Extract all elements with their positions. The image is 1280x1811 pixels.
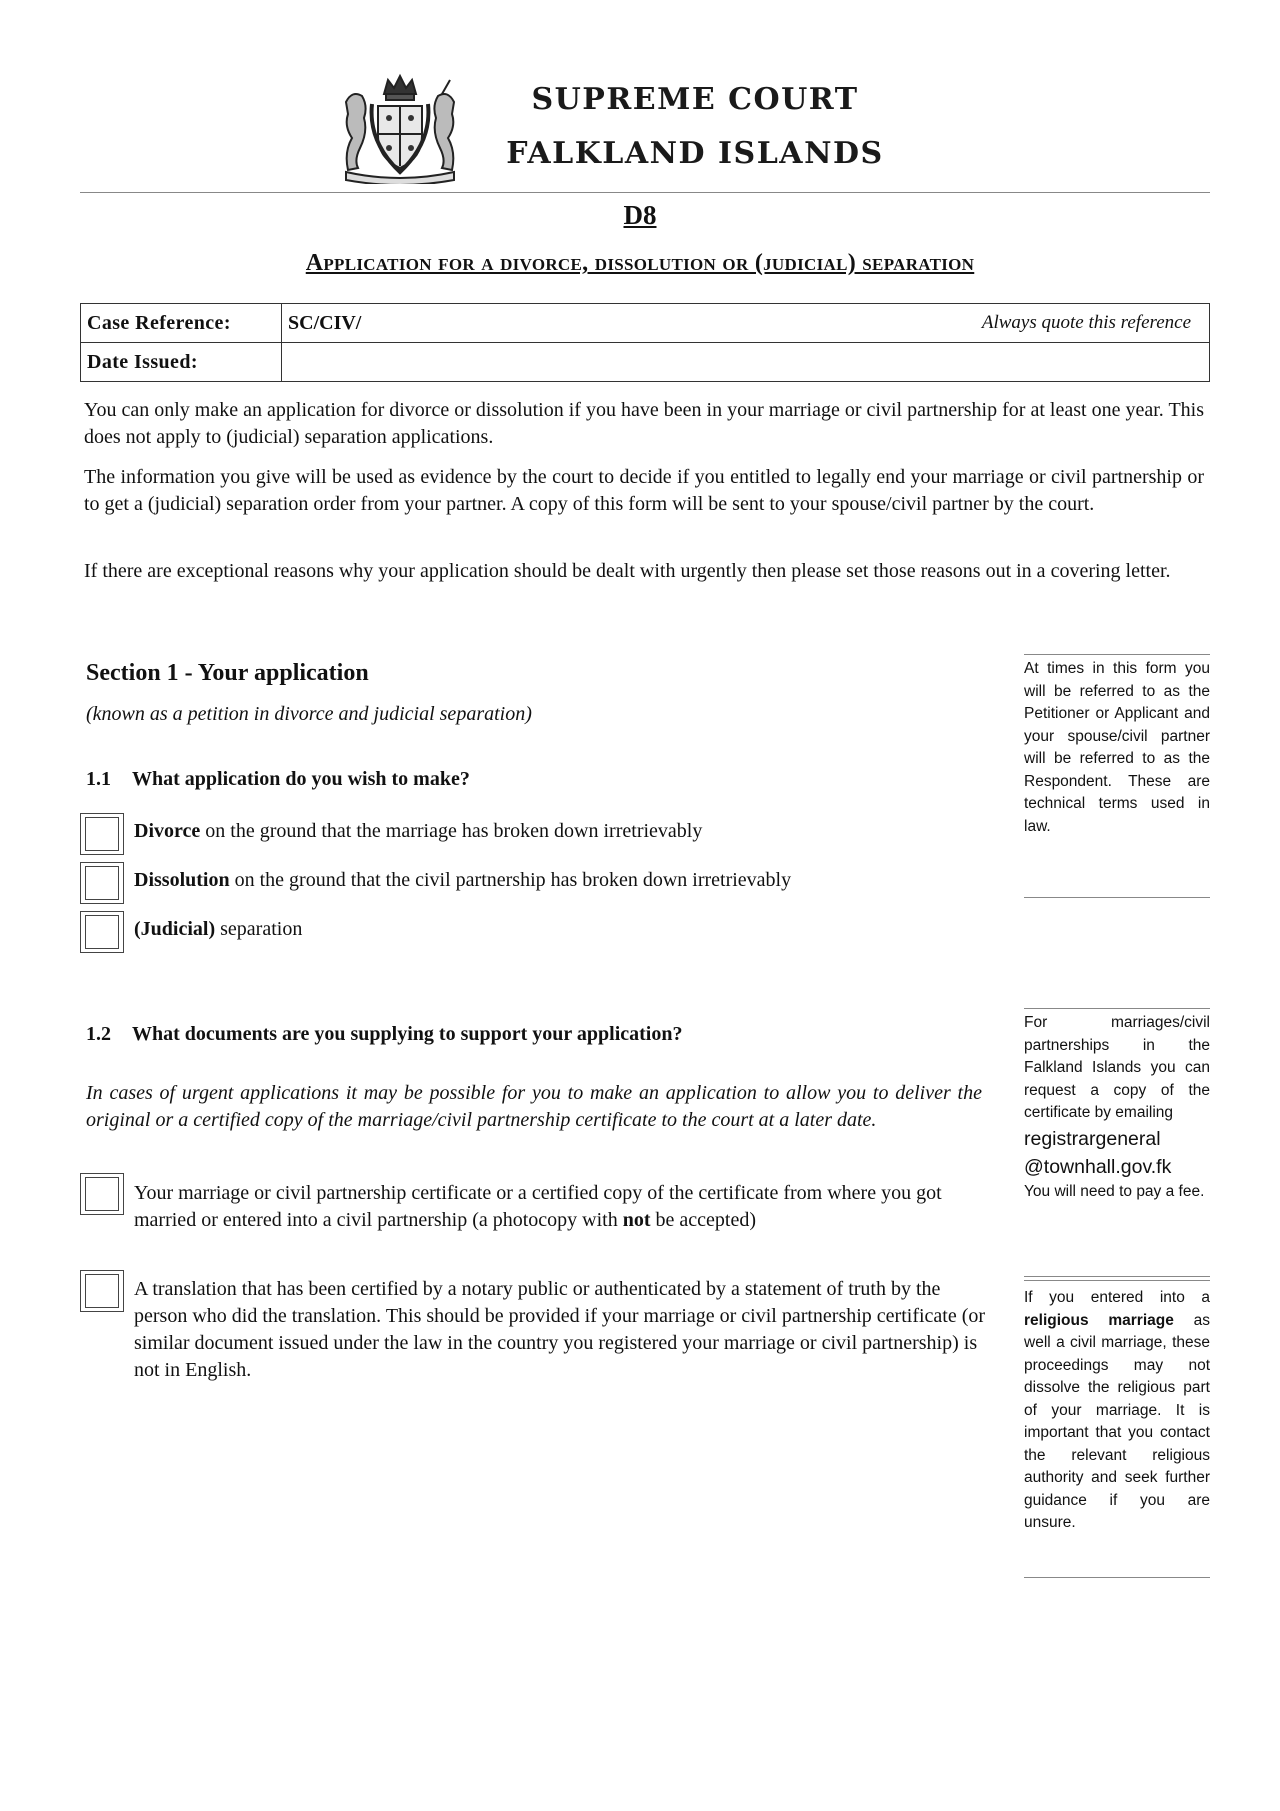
sidebar-note-bold: religious marriage <box>1024 1311 1174 1329</box>
court-name-line1: SUPREME COURT <box>531 82 859 117</box>
sidebar-note-text: For marriages/civil partnerships in the Falkland Islands you can request a copy of the certificate by emailing <box>1024 1014 1210 1121</box>
option-bold: Dissolution <box>134 869 230 891</box>
email-link-part1[interactable]: registrargeneral <box>1024 1127 1161 1150</box>
sidebar-note-religious <box>1024 1287 1210 1535</box>
divorce-checkbox[interactable] <box>80 813 124 855</box>
option-text-end: be accepted) <box>650 1209 757 1231</box>
case-reference-note: Always quote this reference <box>981 311 1191 333</box>
form-title: Application for a divorce, dissolution or (judicial) separation <box>305 250 975 276</box>
judicial-separation-option-label <box>134 916 302 943</box>
sidebar-divider <box>1024 1008 1210 1009</box>
case-reference-label: Case Reference: <box>81 304 282 343</box>
sidebar-divider <box>1024 1577 1210 1578</box>
sidebar-divider <box>1024 1276 1210 1281</box>
court-name-line2: FALKLAND ISLANDS <box>506 136 884 171</box>
email-link-part2[interactable]: @townhall.gov.fk <box>1024 1155 1172 1178</box>
sidebar-note-fee: You will need to pay a fee. <box>1024 1182 1205 1200</box>
dissolution-checkbox[interactable] <box>80 862 124 904</box>
question-1-2 <box>86 1023 682 1046</box>
reference-table <box>80 303 1210 382</box>
option-text: on the ground that the marriage has broken down irretrievably <box>200 820 703 842</box>
dissolution-option-label <box>134 867 791 894</box>
sidebar-divider <box>1024 654 1210 655</box>
option-text: separation <box>215 918 303 940</box>
case-reference-field[interactable] <box>282 304 1210 343</box>
date-issued-label: Date Issued: <box>81 343 282 382</box>
sidebar-note-certificate <box>1024 1012 1210 1203</box>
section-1-subheading: (known as a petition in divorce and judicial separation) <box>86 703 532 725</box>
royal-coat-of-arms-icon <box>338 72 462 184</box>
sidebar-note-terms: At times in this form you will be referred to as the Petitioner or Applicant and your spouse/civil partner will be referred to as the Respondent. These are technical terms used in law. <box>1024 660 1210 835</box>
option-bold: (Judicial) <box>134 918 216 940</box>
sidebar-note-text-end: as well a civil marriage, these proceedings may not dissolve the religious part of your marriage. It is important that you contact the relevant religious authority and seek further guidance if you are unsure. <box>1024 1311 1211 1531</box>
option-bold: not <box>622 1209 651 1231</box>
header-divider <box>80 192 1210 193</box>
case-reference-row <box>81 304 1210 343</box>
case-reference-value: SC/CIV/ <box>288 311 362 334</box>
question-number: 1.2 <box>86 1023 111 1045</box>
option-text: Your marriage or civil partnership certificate or a certified copy of the certificate from where you got married or entered into a civil partnership (a photocopy with <box>134 1182 942 1231</box>
question-text: What documents are you supplying to support your application? <box>132 1023 683 1045</box>
judicial-separation-checkbox[interactable] <box>80 911 124 953</box>
section-1-heading: Section 1 - Your application <box>86 660 369 686</box>
date-issued-row <box>81 343 1210 382</box>
question-number: 1.1 <box>86 768 111 790</box>
form-code: D8 <box>623 200 657 230</box>
question-1-1 <box>86 768 470 791</box>
certificate-option-label <box>134 1180 986 1234</box>
urgent-application-note: In cases of urgent applications it may be possible for you to make an application to allow you to deliver the original or a certified copy of the marriage/civil partnership certificate to the court at a later date. <box>86 1082 982 1131</box>
intro-paragraph-1: You can only make an application for divorce or dissolution if you have been in your marriage or civil partnership for at least one year. This does not apply to (judicial) separation applications. <box>84 399 1204 448</box>
translation-checkbox[interactable] <box>80 1270 124 1312</box>
certificate-checkbox[interactable] <box>80 1173 124 1215</box>
question-text: What application do you wish to make? <box>132 768 470 790</box>
date-issued-field[interactable] <box>282 343 1210 382</box>
option-text: on the ground that the civil partnership has broken down irretrievably <box>229 869 792 891</box>
intro-paragraph-2: The information you give will be used as evidence by the court to decide if you entitled to legally end your marriage or civil partnership or to get a (judicial) separation order from your partner. A copy of this form will be sent to your spouse/civil partner by the court. <box>84 466 1204 515</box>
divorce-option-label <box>134 818 702 845</box>
sidebar-note-text: If you entered into a <box>1024 1289 1210 1306</box>
sidebar-divider <box>1024 897 1210 898</box>
option-bold: Divorce <box>134 820 201 842</box>
translation-option-label: A translation that has been certified by a notary public or authenticated by a statement of truth by the person who did the translation. This should be provided if your marriage or civil partnership certificate (or similar document issued under the law in the country you registered your marriage or civil partnership) is not in English. <box>134 1278 986 1381</box>
intro-paragraph-3: If there are exceptional reasons why your application should be dealt with urgently then please set those reasons out in a covering letter. <box>84 560 1171 582</box>
